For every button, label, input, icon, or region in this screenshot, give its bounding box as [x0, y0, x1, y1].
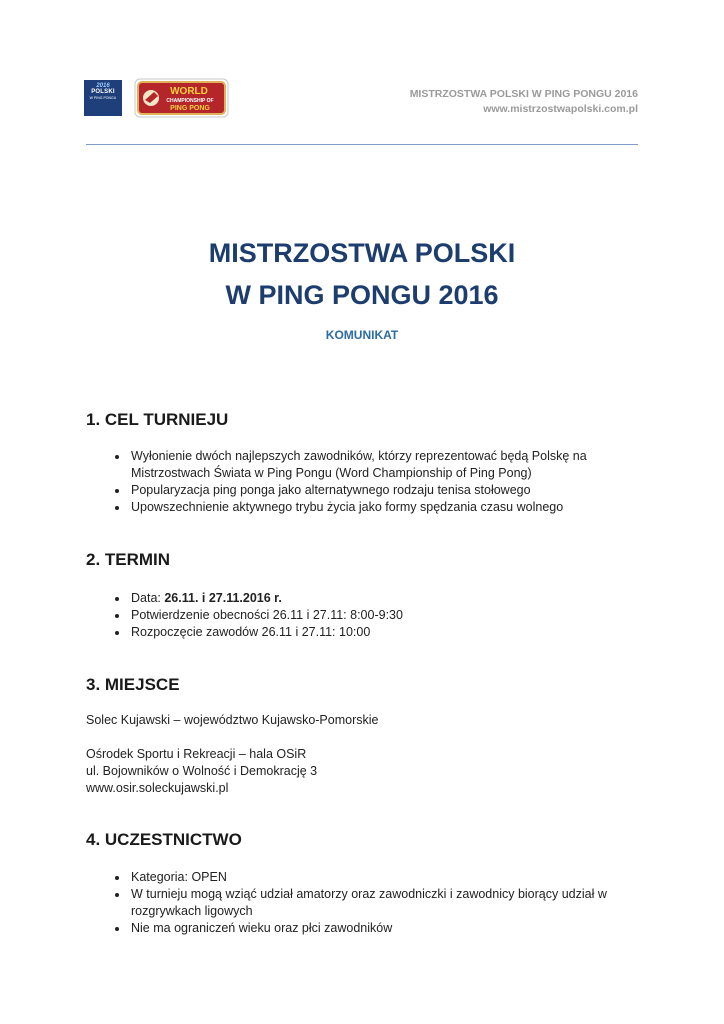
- section-4-list: [86, 869, 629, 937]
- date-label: Data:: [131, 591, 165, 605]
- document-subtitle: KOMUNIKAT: [325, 328, 399, 342]
- title-line-1: MISTRZOSTWA POLSKI: [208, 238, 516, 268]
- header-website: www.mistrzostwapolski.com.pl: [483, 103, 638, 115]
- section-1-heading: 1. CEL TURNIEJU: [86, 410, 229, 429]
- logo-year: 2016: [96, 83, 110, 89]
- list-item: • Upowszechnienie aktywnego trybu życia jako formy spędzania czasu wolnego: [129, 499, 629, 516]
- location-venue: Ośrodek Sportu i Rekreacji – hala OSiR: [86, 747, 307, 761]
- list-item: • W turnieju mogą wziąć udział amatorzy oraz zawodniczki i zawodnicy biorący udział w rozgrywkach ligowych: [129, 886, 629, 920]
- logo-world-text: WORLD: [170, 86, 208, 97]
- date-value: 26.11. i 27.11.2016 r.: [164, 591, 282, 605]
- title-line-2: W PING PONGU 2016: [225, 280, 499, 310]
- logo-championship-text: CHAMPIONSHIP OF: [166, 98, 214, 104]
- logo-pingpong-text: PING PONG: [170, 105, 210, 112]
- logo-country: POLSKI: [91, 89, 115, 95]
- header-info: [410, 87, 638, 117]
- list-item: • Rozpoczęcie zawodów 26.11 i 27.11: 10:00: [129, 624, 629, 641]
- list-item: • Potwierdzenie obecności 26.11 i 27.11: 8:00-9:30: [129, 607, 629, 624]
- header-title: MISTRZOSTWA POLSKI W PING PONGU 2016: [409, 88, 638, 100]
- section-3-heading: 3. MIEJSCE: [86, 675, 180, 694]
- list-item-date: [129, 590, 629, 607]
- list-item: • Nie ma ograniczeń wieku oraz płci zawodników: [129, 920, 629, 937]
- section-2-list: [86, 590, 629, 641]
- list-item: • Wyłonienie dwóch najlepszych zawodników, którzy reprezentować będą Polskę na Mistrzostwach Świata w Ping Pongu (Word Championship of Ping Pong): [129, 448, 629, 482]
- location-website: www.osir.soleckujawski.pl: [86, 781, 229, 795]
- polish-championship-logo: [84, 80, 122, 116]
- header-divider: [86, 144, 638, 145]
- list-item: • Popularyzacja ping ponga jako alternatywnego rodzaju tenisa stołowego: [129, 482, 629, 499]
- location-region: Solec Kujawski – województwo Kujawsko-Pomorskie: [86, 713, 379, 727]
- world-championship-logo: [134, 78, 229, 118]
- logo-sport: W PING PONGU: [89, 96, 117, 100]
- document-title: [0, 232, 724, 316]
- section-4-heading: 4. UCZESTNICTWO: [86, 830, 242, 849]
- section-2-heading: 2. TERMIN: [86, 550, 171, 569]
- list-item: • Kategoria: OPEN: [129, 869, 629, 886]
- location-address: ul. Bojowników o Wolność i Demokrację 3: [86, 764, 318, 778]
- section-1-list: [86, 448, 629, 516]
